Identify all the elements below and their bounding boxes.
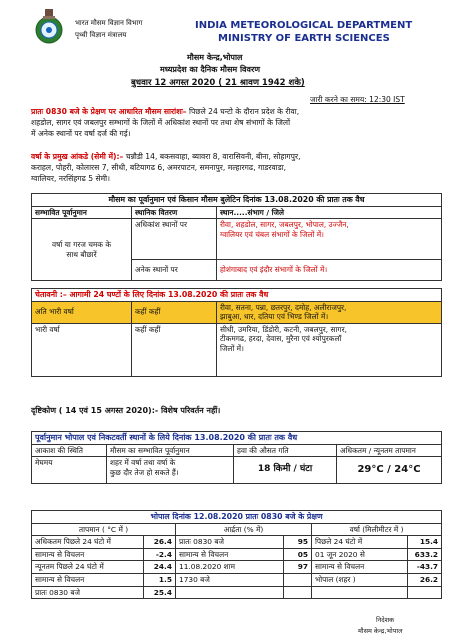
observation-table xyxy=(31,510,442,599)
observation-rain-label: भोपाल (शहर ) xyxy=(312,573,408,586)
weather-summary xyxy=(31,107,299,117)
observation-title-row xyxy=(32,511,442,524)
observation-col-temperature: तापमान ( °C में ) xyxy=(32,523,176,536)
observation-humidity-label xyxy=(176,586,284,599)
warning-title-row xyxy=(32,289,442,302)
observation-humidity-value xyxy=(284,573,312,586)
observation-humidity-value: 05 xyxy=(284,548,312,561)
rainfall-line-1: चन्नौडी 14, बकसवाहा, ब्यावरा 8, वारासिवनी, बीना, सोहागपुर, xyxy=(125,152,301,161)
rainfall-line-3: ग्वालियर, नरसिंहगढ 5 सेमी। xyxy=(31,174,110,183)
forecast-row-1-places-line-1: रीवा, शहडोल, सागर, जबलपुर, भोपाल, उज्जैन, xyxy=(220,220,349,230)
warning-title: चेतावनी :– आगामी 24 घण्टों के लिए दिनांक 13.08.2020 की प्रातः तक वैध xyxy=(32,289,442,302)
bhopal-weather xyxy=(107,457,234,484)
warning-row-2-type: भारी वर्षा xyxy=(32,323,132,376)
bhopal-forecast-header-row xyxy=(32,444,442,457)
bhopal-forecast-row xyxy=(32,457,442,484)
forecast-title: मौसम का पूर्वानुमान एवं किसान मौसम बुलेटिन दिनांक 13.08.2020 की प्रातः तक वैध xyxy=(32,194,442,207)
warning-row-1 xyxy=(32,301,442,323)
centre-name: मौसम केन्द्र,भोपाल xyxy=(187,53,243,62)
observation-row xyxy=(32,536,442,549)
rainfall-label: वर्षा के प्रमुख आंकडे (सेमी में):– xyxy=(31,152,124,161)
forecast-row-1-distribution: अधिकांश स्थानों पर xyxy=(132,219,217,260)
observation-rain-label: पिछले 24 घंटो में xyxy=(312,536,408,549)
observation-temp-value: 24.4 xyxy=(144,561,176,574)
summary-line-3: में अनेक स्थानों पर वर्षा दर्ज की गई। xyxy=(31,129,131,138)
outlook: दृष्टिकोण ( 14 एवं 15 अगस्त 2020):- विशेष परिवर्तन नहीं। xyxy=(31,406,221,415)
observation-title: भोपाल दिनांक 12.08.2020 प्रातः 0830 बजे के प्रेक्षण xyxy=(32,511,442,524)
observation-row xyxy=(32,561,442,574)
forecast-table xyxy=(31,193,442,281)
observation-header-row xyxy=(32,523,442,536)
warning-table xyxy=(31,288,442,377)
bhopal-col-wind: हवा की औसत गति xyxy=(234,444,337,457)
warning-row-1-places xyxy=(217,301,442,323)
forecast-header-row xyxy=(32,206,442,219)
observation-temp-label: सामान्य से विचलन xyxy=(32,548,144,561)
observation-row xyxy=(32,573,442,586)
summary-line-2: शहडोल, सागर एवं जबलपुर सम्भागों के जिलों में अधिकांश स्थानों पर तथा शेष संभागों के जिलों xyxy=(31,118,291,127)
signature-title: निदेशक xyxy=(376,616,395,624)
ministry-english-title: MINISTRY OF EARTH SCIENCES xyxy=(218,33,390,44)
observation-col-rainfall: वर्षा (मिलीमीटर में ) xyxy=(312,523,442,536)
warning-row-1-places-line-1: रीवा, सतना, पन्ना, छतरपुर, दमोह, अलीराजपुर, xyxy=(220,302,347,312)
bhopal-forecast-table xyxy=(31,431,442,484)
observation-rain-label xyxy=(312,586,408,599)
observation-rows xyxy=(32,536,442,599)
observation-temp-label: प्रातः 0830 बजे xyxy=(32,586,144,599)
observation-rain-value: 15.4 xyxy=(408,536,442,549)
forecast-col-places: स्थान.....संभाग / जिले xyxy=(217,206,442,219)
observation-humidity-value: 97 xyxy=(284,561,312,574)
forecast-row-1 xyxy=(32,219,442,260)
bhopal-forecast-title-row xyxy=(32,432,442,445)
warning-row-2-places-line-2: टीकमगढ, हरदा, देवास, मुरैना एवं श्योपुरकलॉ xyxy=(220,334,342,344)
observation-col-humidity: आर्द्रता (% में) xyxy=(176,523,312,536)
forecast-col-forecast: सम्भावित पूर्वानुमान xyxy=(32,206,132,219)
observation-humidity-label: 11.08.2020 शाम xyxy=(176,561,284,574)
warning-row-1-places-line-2: झाबुआ, धार, दतिया एवं भिण्ड जिलों में। xyxy=(220,312,329,322)
warning-row-2-places-line-3: जिलों में। xyxy=(220,343,244,353)
observation-temp-value: -2.4 xyxy=(144,548,176,561)
ministry-hindi-line-1: भारत मौसम विज्ञान विभाग xyxy=(75,19,143,27)
bhopal-col-temp: अधिकतम / न्यूनतम तापमान xyxy=(337,444,442,457)
observation-temp-label: न्यूनतम पिछले 24 घंटो में xyxy=(32,561,144,574)
forecast-col-distribution: स्थानिक वितरण xyxy=(132,206,217,219)
forecast-weather-line-2: साथ बौछारें xyxy=(66,249,97,259)
observation-rain-label: 01 जून 2020 से xyxy=(312,548,408,561)
bhopal-sky: मेघमय xyxy=(32,457,107,484)
forecast-row-2-places: होशंगाबाद एवं इंदौर संभागों के जिलों में। xyxy=(217,260,442,281)
warning-row-2 xyxy=(32,323,442,376)
warning-row-1-distribution: कहीं कहीं xyxy=(132,301,217,323)
bhopal-temp: 29°C / 24°C xyxy=(337,457,442,484)
observation-temp-label: अधिकतम पिछले 24 घंटो में xyxy=(32,536,144,549)
observation-temp-label: सामान्य से विचलन xyxy=(32,573,144,586)
forecast-weather-line-1: वर्षा या गरज चमक के xyxy=(51,240,112,250)
summary-label: प्रातः 0830 बजे के प्रेक्षण पर आधारित मौसम सारांशः– xyxy=(31,107,187,116)
observation-rain-value: 26.2 xyxy=(408,573,442,586)
warning-row-2-places-line-1: सीधी, उमरिया, डिंडोरी, कटनी, जबलपुर, सागर, xyxy=(220,324,347,334)
forecast-weather xyxy=(32,219,132,281)
forecast-row-1-places xyxy=(217,219,442,260)
observation-humidity-value: 95 xyxy=(284,536,312,549)
signature-office: मौसम केन्द्र,भोपाल xyxy=(358,627,403,635)
observation-row xyxy=(32,548,442,561)
bhopal-wind: 18 किमी / घंटा xyxy=(234,457,337,484)
observation-humidity-label: प्रातः 0830 बजे xyxy=(176,536,284,549)
observation-rain-value: 633.2 xyxy=(408,548,442,561)
ministry-hindi-line-2: पृथ्वी विज्ञान मंत्रालय xyxy=(75,31,127,39)
observation-rain-value xyxy=(408,586,442,599)
bhopal-weather-line-2: कुछ दौर तेज हो सकते हैं। xyxy=(110,467,179,477)
report-title: मध्यप्रदेश का दैनिक मौसम विवरण xyxy=(160,65,261,74)
observation-rain-value: -43.7 xyxy=(408,561,442,574)
report-date: बुधवार 12 अगस्त 2020 ( 21 श्रावण 1942 शके) xyxy=(131,78,305,88)
summary-line-1: पिछले 24 घन्टो के दौरान प्रदेश के रीवा, xyxy=(188,107,300,116)
observation-temp-value: 26.4 xyxy=(144,536,176,549)
rainfall-line-2: कराहल, पोहरी, कोलारस 7, सीधी, बटियागढ 6, अमरपाटन, समनापुर, मल्हारगढ, गाडरवाडा, xyxy=(31,163,287,172)
observation-humidity-value xyxy=(284,586,312,599)
bhopal-col-sky: आकाश की स्थिति xyxy=(32,444,107,457)
warning-row-2-places xyxy=(217,323,442,376)
forecast-title-row xyxy=(32,194,442,207)
bhopal-col-weather: मौसम का सम्भावित पूर्वानुमान xyxy=(107,444,234,457)
observation-row xyxy=(32,586,442,599)
rainfall-figures xyxy=(31,152,301,162)
observation-temp-value: 25.4 xyxy=(144,586,176,599)
warning-row-2-distribution: कहीं कहीं xyxy=(132,323,217,376)
imd-logo xyxy=(34,8,64,48)
observation-rain-label: सामान्य से विचलन xyxy=(312,561,408,574)
observation-humidity-label: सामान्य से विचलन xyxy=(176,548,284,561)
department-english-title: INDIA METEOROLOGICAL DEPARTMENT xyxy=(195,20,413,31)
observation-humidity-label: 1730 बजे xyxy=(176,573,284,586)
bhopal-forecast-title: पूर्वानुमान भोपाल एवं निकटवर्ती स्थानों के लिये दिनांक 13.08.2020 की प्रातः तक वैध xyxy=(32,432,442,445)
bhopal-weather-line-1: शहर में वर्षा तथा वर्षा के xyxy=(110,458,176,468)
forecast-row-2-distribution: अनेक स्थानों पर xyxy=(132,260,217,281)
issue-time: जारी करने का समय: 12:30 IST xyxy=(310,95,405,104)
forecast-row-1-places-line-2: ग्वालियर एवं चंबल संभागों के जिलों में। xyxy=(220,229,324,239)
observation-temp-value: 1.5 xyxy=(144,573,176,586)
warning-row-1-type: अति भारी वर्षा xyxy=(32,301,132,323)
